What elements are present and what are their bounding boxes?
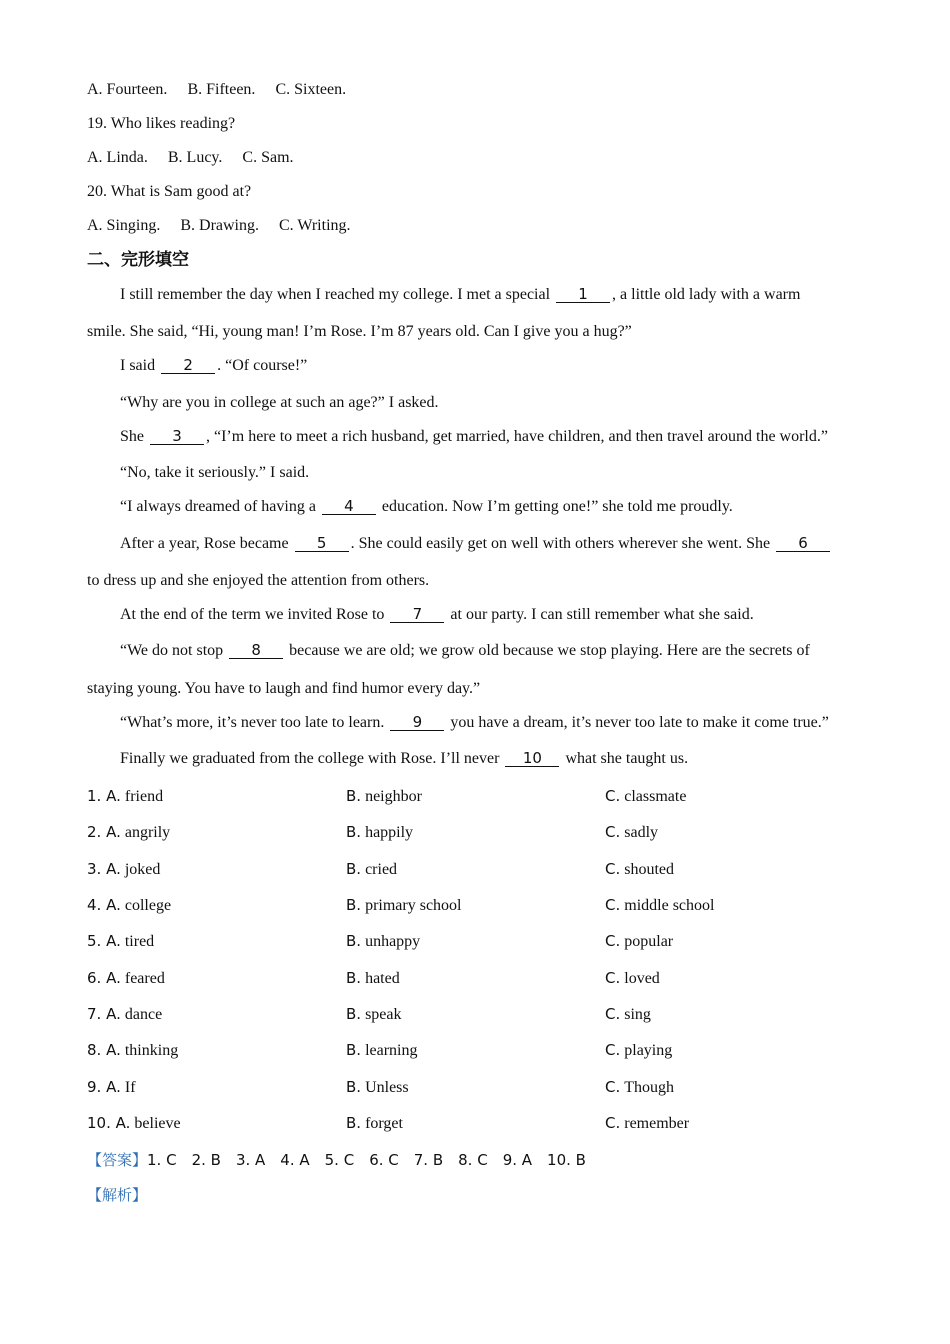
q2-option-a xyxy=(87,822,170,843)
option-text: joked xyxy=(124,861,161,878)
q10-option-b xyxy=(346,1113,403,1134)
option-label: C. xyxy=(605,1005,621,1023)
passage-text: what she taught us. xyxy=(565,750,689,767)
answer-item: 3. A xyxy=(235,1151,266,1169)
passage-text: . She could easily get on well with others wherever she went. She xyxy=(350,535,771,552)
passage-text: At the end of the term we invited Rose to xyxy=(120,606,385,623)
q1-option-a xyxy=(87,786,163,807)
q6-option-a xyxy=(87,968,165,989)
option-label: C. xyxy=(605,1078,621,1096)
passage-text: . “Of course!” xyxy=(217,357,308,374)
option-label: B. xyxy=(346,896,362,914)
option-label: 2. A. xyxy=(87,823,121,841)
answer-item: 10. B xyxy=(547,1151,586,1169)
passage-line: to dress up and she enjoyed the attention from others. xyxy=(87,572,430,589)
q6-option-c xyxy=(605,968,660,989)
q19-option-a: A. Linda. xyxy=(87,149,148,166)
option-label: C. xyxy=(605,823,621,841)
q8-option-a xyxy=(87,1040,178,1061)
answer-item: 1. C xyxy=(147,1151,177,1169)
option-text: If xyxy=(124,1079,136,1096)
passage-text: at our party. I can still remember what she said. xyxy=(450,606,754,623)
option-label: 9. A. xyxy=(87,1078,121,1096)
option-text: tired xyxy=(124,933,155,950)
passage-text: “I always dreamed of having a xyxy=(120,498,316,515)
blank-3: 3 xyxy=(150,428,204,445)
q6-option-b xyxy=(346,968,400,989)
blank-4: 4 xyxy=(322,498,376,515)
option-text: Though xyxy=(624,1079,675,1096)
passage-text: I said xyxy=(120,357,156,374)
passage-line xyxy=(120,605,754,625)
option-text: feared xyxy=(124,970,165,987)
option-text: remember xyxy=(624,1115,690,1132)
passage-text: She xyxy=(120,428,144,445)
passage-text: because we are old; we grow old because we stop playing. Here are the secrets of xyxy=(289,642,810,659)
q9-option-c xyxy=(605,1077,674,1098)
q5-option-b xyxy=(346,931,420,952)
option-text: friend xyxy=(124,788,164,805)
q4-option-c xyxy=(605,895,714,916)
q2-option-c xyxy=(605,822,658,843)
blank-2: 2 xyxy=(161,357,215,374)
passage-text: “What’s more, it’s never too late to learn. xyxy=(120,714,385,731)
q19-option-b: B. Lucy. xyxy=(167,149,223,166)
q18-option-b: B. Fifteen. xyxy=(187,81,256,98)
option-label: 4. A. xyxy=(87,896,121,914)
q19-option-c: C. Sam. xyxy=(242,149,294,166)
option-text: happily xyxy=(365,824,414,841)
q20-option-b: B. Drawing. xyxy=(180,217,259,234)
passage-text: , “I’m here to meet a rich husband, get married, have children, and then travel around the world.” xyxy=(206,428,828,445)
option-label: C. xyxy=(605,1041,621,1059)
q8-option-c xyxy=(605,1040,672,1061)
option-label: C. xyxy=(605,860,621,878)
q20-option-c: C. Writing. xyxy=(279,217,351,234)
q7-option-b xyxy=(346,1004,402,1025)
option-label: 3. A. xyxy=(87,860,121,878)
q20-text: 20. What is Sam good at? xyxy=(87,183,252,200)
answer-item: 2. B xyxy=(191,1151,221,1169)
option-text: angrily xyxy=(124,824,171,841)
option-label: C. xyxy=(605,969,621,987)
option-text: believe xyxy=(134,1115,181,1132)
option-text: playing xyxy=(624,1042,673,1059)
passage-line xyxy=(120,749,688,769)
option-text: thinking xyxy=(124,1042,179,1059)
q20-options xyxy=(87,216,351,236)
option-text: sadly xyxy=(624,824,659,841)
passage-text: education. Now I’m getting one!” she told me proudly. xyxy=(381,498,733,515)
option-text: unhappy xyxy=(365,933,421,950)
blank-1: 1 xyxy=(556,286,610,303)
answer-label: 【答案】 xyxy=(87,1151,148,1169)
answer-item: 8. C xyxy=(458,1151,488,1169)
option-label: B. xyxy=(346,823,362,841)
option-label: C. xyxy=(605,1114,621,1132)
q4-option-a xyxy=(87,895,171,916)
option-label: C. xyxy=(605,896,621,914)
option-label: B. xyxy=(346,1078,362,1096)
section-title: 二、完形填空 xyxy=(87,250,189,270)
passage-text: I still remember the day when I reached my college. I met a special xyxy=(120,286,551,303)
passage-line xyxy=(120,427,828,447)
option-label: C. xyxy=(605,787,621,805)
passage-text: “We do not stop xyxy=(120,642,224,659)
q4-option-b xyxy=(346,895,461,916)
option-text: shouted xyxy=(624,861,675,878)
option-text: middle school xyxy=(624,897,715,914)
q19-text: 19. Who likes reading? xyxy=(87,115,236,132)
passage-text: , a little old lady with a warm xyxy=(612,286,801,303)
option-text: dance xyxy=(124,1006,163,1023)
option-label: C. xyxy=(605,932,621,950)
passage-line xyxy=(120,641,810,661)
analysis-label: 【解析】 xyxy=(87,1186,148,1204)
blank-10: 10 xyxy=(505,750,559,767)
passage-line xyxy=(120,285,800,305)
option-text: Unless xyxy=(365,1079,409,1096)
passage-line xyxy=(120,497,733,517)
option-label: 8. A. xyxy=(87,1041,121,1059)
option-label: 7. A. xyxy=(87,1005,121,1023)
q1-option-b xyxy=(346,786,422,807)
option-label: 1. A. xyxy=(87,787,121,805)
passage-text: you have a dream, it’s never too late to make it come true.” xyxy=(450,714,829,731)
q5-option-c xyxy=(605,931,673,952)
answer-item: 7. B xyxy=(413,1151,444,1169)
q9-option-b xyxy=(346,1077,409,1098)
blank-7: 7 xyxy=(390,606,444,623)
option-label: B. xyxy=(346,860,362,878)
q9-option-a xyxy=(87,1077,136,1098)
option-text: learning xyxy=(365,1042,418,1059)
q8-option-b xyxy=(346,1040,417,1061)
option-label: 6. A. xyxy=(87,969,121,987)
q18-options xyxy=(87,80,346,100)
q3-option-c xyxy=(605,859,674,880)
option-label: B. xyxy=(346,1114,362,1132)
option-label: 5. A. xyxy=(87,932,121,950)
q7-option-a xyxy=(87,1004,162,1025)
option-text: neighbor xyxy=(365,788,422,805)
option-text: college xyxy=(124,897,172,914)
option-text: hated xyxy=(365,970,400,987)
q18-option-c: C. Sixteen. xyxy=(275,81,347,98)
q2-option-b xyxy=(346,822,413,843)
answer-item: 5. C xyxy=(324,1151,355,1169)
option-text: loved xyxy=(624,970,660,987)
passage-line xyxy=(120,713,829,733)
q1-option-c xyxy=(605,786,686,807)
q18-option-a: A. Fourteen. xyxy=(87,81,168,98)
answer-item: 4. A xyxy=(280,1151,310,1169)
passage-line xyxy=(120,534,832,554)
q20-option-a: A. Singing. xyxy=(87,217,161,234)
passage-line xyxy=(120,356,307,376)
answer-item: 9. A xyxy=(502,1151,533,1169)
passage-text: Finally we graduated from the college with Rose. I’ll never xyxy=(120,750,500,767)
passage-text: After a year, Rose became xyxy=(120,535,289,552)
option-text: speak xyxy=(365,1006,402,1023)
option-label: B. xyxy=(346,932,362,950)
option-label: 10. A. xyxy=(87,1114,131,1132)
q10-option-c xyxy=(605,1113,689,1134)
option-text: cried xyxy=(365,861,398,878)
q5-option-a xyxy=(87,931,154,952)
option-text: primary school xyxy=(365,897,462,914)
blank-6: 6 xyxy=(776,535,830,552)
q3-option-b xyxy=(346,859,397,880)
q19-options xyxy=(87,148,294,168)
q7-option-c xyxy=(605,1004,651,1025)
option-text: classmate xyxy=(624,788,687,805)
option-label: B. xyxy=(346,1005,362,1023)
passage-line: “No, take it seriously.” I said. xyxy=(120,464,310,481)
answer-line xyxy=(87,1150,601,1170)
option-text: popular xyxy=(624,933,674,950)
q3-option-a xyxy=(87,859,160,880)
blank-8: 8 xyxy=(229,642,283,659)
answer-item: 6. C xyxy=(369,1151,399,1169)
passage-line: staying young. You have to laugh and find humor every day.” xyxy=(87,680,481,697)
option-text: forget xyxy=(365,1115,403,1132)
passage-line: smile. She said, “Hi, young man! I’m Rose. I’m 87 years old. Can I give you a hug?” xyxy=(87,323,632,340)
option-label: B. xyxy=(346,1041,362,1059)
option-label: B. xyxy=(346,787,362,805)
option-text: sing xyxy=(624,1006,651,1023)
blank-5: 5 xyxy=(295,535,349,552)
answer-list xyxy=(147,1151,601,1169)
analysis-line xyxy=(87,1185,147,1205)
passage-line: “Why are you in college at such an age?” I asked. xyxy=(120,394,439,411)
option-label: B. xyxy=(346,969,362,987)
blank-9: 9 xyxy=(390,714,444,731)
q10-option-a xyxy=(87,1113,181,1134)
